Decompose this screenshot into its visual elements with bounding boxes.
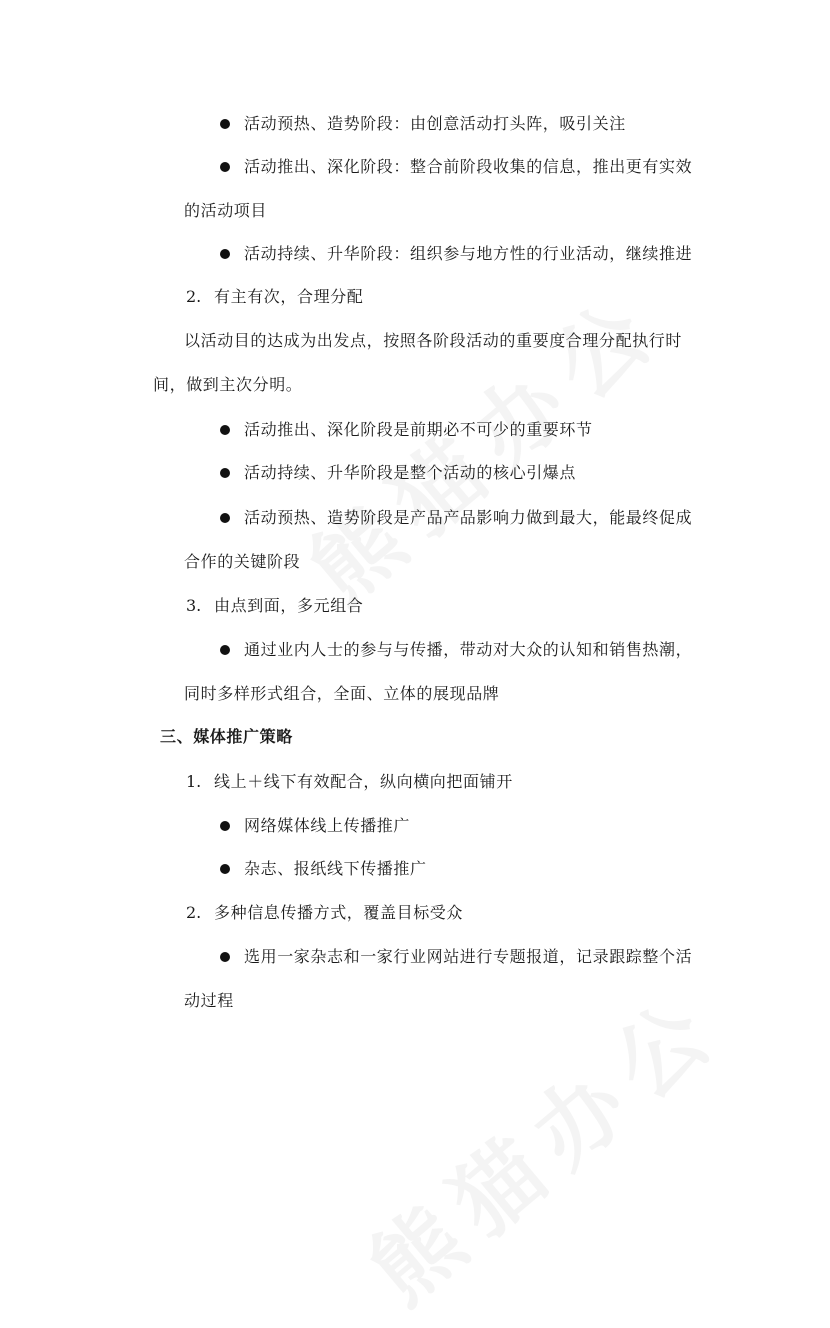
list-number: 2. (186, 287, 202, 306)
bullet-text-continuation: 的活动项目 (184, 201, 268, 220)
bullet-text: 活动推出、深化阶段是前期必不可少的重要环节 (244, 420, 593, 439)
list-number: 3. (186, 596, 202, 615)
paragraph-text: 间，做到主次分明。 (153, 375, 303, 394)
list-item-text: 线上＋线下有效配合，纵向横向把面铺开 (214, 772, 513, 791)
bullet-text-continuation: 动过程 (184, 991, 234, 1010)
list-item-text: 有主有次，合理分配 (214, 287, 364, 306)
bullet-dot (220, 162, 230, 172)
bullet-dot (220, 821, 230, 831)
bullet-text: 活动持续、升华阶段是整个活动的核心引爆点 (244, 463, 577, 482)
watermark (279, 258, 685, 627)
bullet-dot (220, 864, 230, 874)
bullet-text: 活动预热、造势阶段：由创意活动打头阵，吸引关注 (244, 114, 626, 133)
watermark (339, 958, 745, 1327)
bullet-text: 选用一家杂志和一家行业网站进行专题报道，记录跟踪整个活 (244, 947, 693, 966)
list-number: 1. (186, 772, 202, 791)
bullet-text: 网络媒体线上传播推广 (244, 816, 411, 835)
section-heading: 三、媒体推广策略 (160, 727, 293, 746)
bullet-text: 通过业内人士的参与与传播，带动对大众的认知和销售热潮， (244, 640, 693, 659)
bullet-dot (220, 249, 230, 259)
bullet-dot (220, 119, 230, 129)
bullet-text: 活动持续、升华阶段：组织参与地方性的行业活动，继续推进 (244, 244, 693, 263)
list-number: 2. (186, 903, 202, 922)
bullet-dot (220, 952, 230, 962)
bullet-text-continuation: 合作的关键阶段 (184, 552, 301, 571)
bullet-text-continuation: 同时多样形式组合，全面、立体的展现品牌 (184, 684, 500, 703)
bullet-dot (220, 425, 230, 435)
bullet-dot (220, 513, 230, 523)
bullet-dot (220, 645, 230, 655)
bullet-text: 杂志、报纸线下传播推广 (244, 859, 427, 878)
paragraph-text: 以活动目的达成为出发点，按照各阶段活动的重要度合理分配执行时 (184, 331, 683, 350)
list-item-text: 由点到面，多元组合 (214, 596, 364, 615)
bullet-text: 活动推出、深化阶段：整合前阶段收集的信息，推出更有实效 (244, 157, 693, 176)
bullet-text: 活动预热、造势阶段是产品产品影响力做到最大，能最终促成 (244, 508, 693, 527)
list-item-text: 多种信息传播方式，覆盖目标受众 (214, 903, 464, 922)
bullet-dot (220, 468, 230, 478)
